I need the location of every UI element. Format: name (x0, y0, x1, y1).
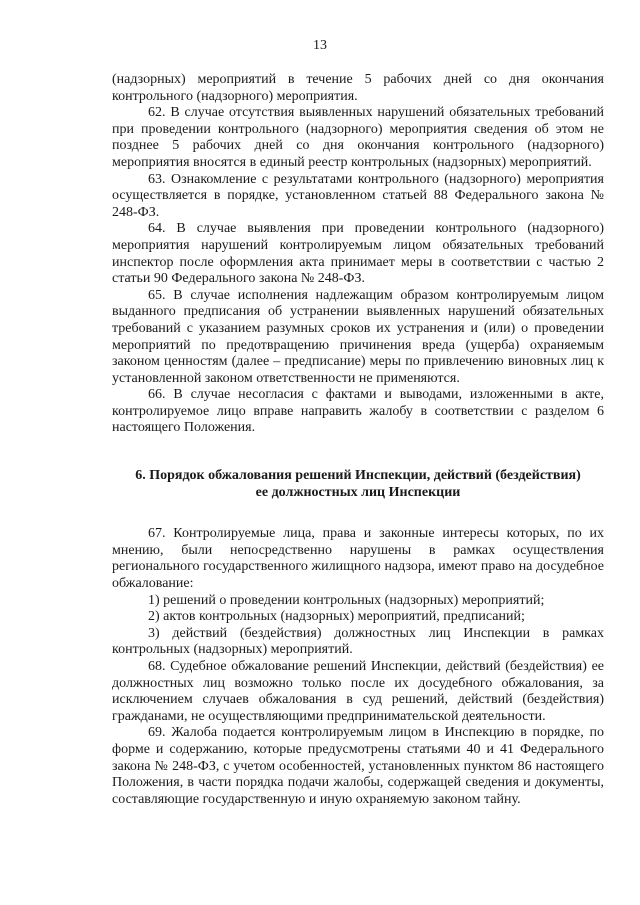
paragraph-66: 66. В случае несогласия с фактами и выводами, изложенными в акте, контролируемое лицо вправе направить жалобу в соответствии с разделом 6 настоящего Положения. (112, 387, 604, 436)
paragraph-67-item-2: 2) актов контрольных (надзорных) мероприятий, предписаний; (148, 609, 525, 625)
section-heading-line-1: 6. Порядок обжалования решений Инспекции, действий (бездействия) (135, 468, 581, 484)
section-heading-line-2: ее должностных лиц Инспекции (255, 484, 461, 500)
paragraph-67-item-1: 1) решений о проведении контрольных (надзорных) мероприятий; (148, 592, 545, 608)
paragraph-62: 62. В случае отсутствия выявленных нарушений обязательных требований при проведении контрольного (надзорного) мероприятия сведения об этом не позднее 5 рабочих дней со дня окончания контрольного (надзорного) мероприятия вносятся в единый реестр контрольных (надзорных) мероприятий. (112, 105, 604, 170)
paragraph-64: 64. В случае выявления при проведении контрольного (надзорного) мероприятия нарушений контролируемым лицом обязательных требований инспектор после оформления акта принимает меры в соответствии с частью 2 статьи 90 Федерального закона № 248-ФЗ. (112, 221, 604, 287)
document-body (112, 72, 604, 808)
paragraph-69: 69. Жалоба подается контролируемым лицом в Инспекцию в порядке, по форме и содержанию, которые предусмотрены статьями 40 и 41 Федерального закона № 248-ФЗ, с учетом особенностей, установленных пунктом 86 настоящего Положения, в части порядка подачи жалобы, содержащей сведения и документы, составляющие государственную и иную охраняемую законом тайну. (112, 725, 604, 807)
paragraph-65: 65. В случае исполнения надлежащим образом контролируемым лицом выданного предписания об устранении выявленных нарушений обязательных требований с указанием разумных сроков их устранения и (или) о проведении мероприятий по предотвращению причинения вреда (ущерба) охраняемым законом ценностям (далее – предписание) меры по привлечению виновных лиц к установленной законом ответственности не применяются. (112, 287, 604, 386)
paragraph-63: 63. Ознакомление с результатами контрольного (надзорного) мероприятия осуществляется в порядке, установленном статьей 88 Федерального закона № 248-ФЗ. (112, 171, 604, 220)
paragraph-68: 68. Судебное обжалование решений Инспекции, действий (бездействия) ее должностных лиц возможно только после их досудебного обжалования, за исключением случаев обжалования в суд решений, действий (бездействия) гражданами, не осуществляющими предпринимательской деятельности. (112, 659, 604, 724)
section-heading (112, 468, 604, 501)
paragraph-61-continuation: (надзорных) мероприятий в течение 5 рабочих дней со дня окончания контрольного (надзорного) мероприятия. (112, 72, 604, 104)
page-number: 13 (313, 38, 327, 53)
paragraph-67-item-3: 3) действий (бездействия) должностных лиц Инспекции в рамках контрольных (надзорных) мероприятий. (112, 625, 604, 658)
paragraph-67: 67. Контролируемые лица, права и законные интересы которых, по их мнению, были непосредственно нарушены в рамках осуществления регионального государственного жилищного надзора, имеют право на досудебное обжалование: (112, 526, 604, 592)
